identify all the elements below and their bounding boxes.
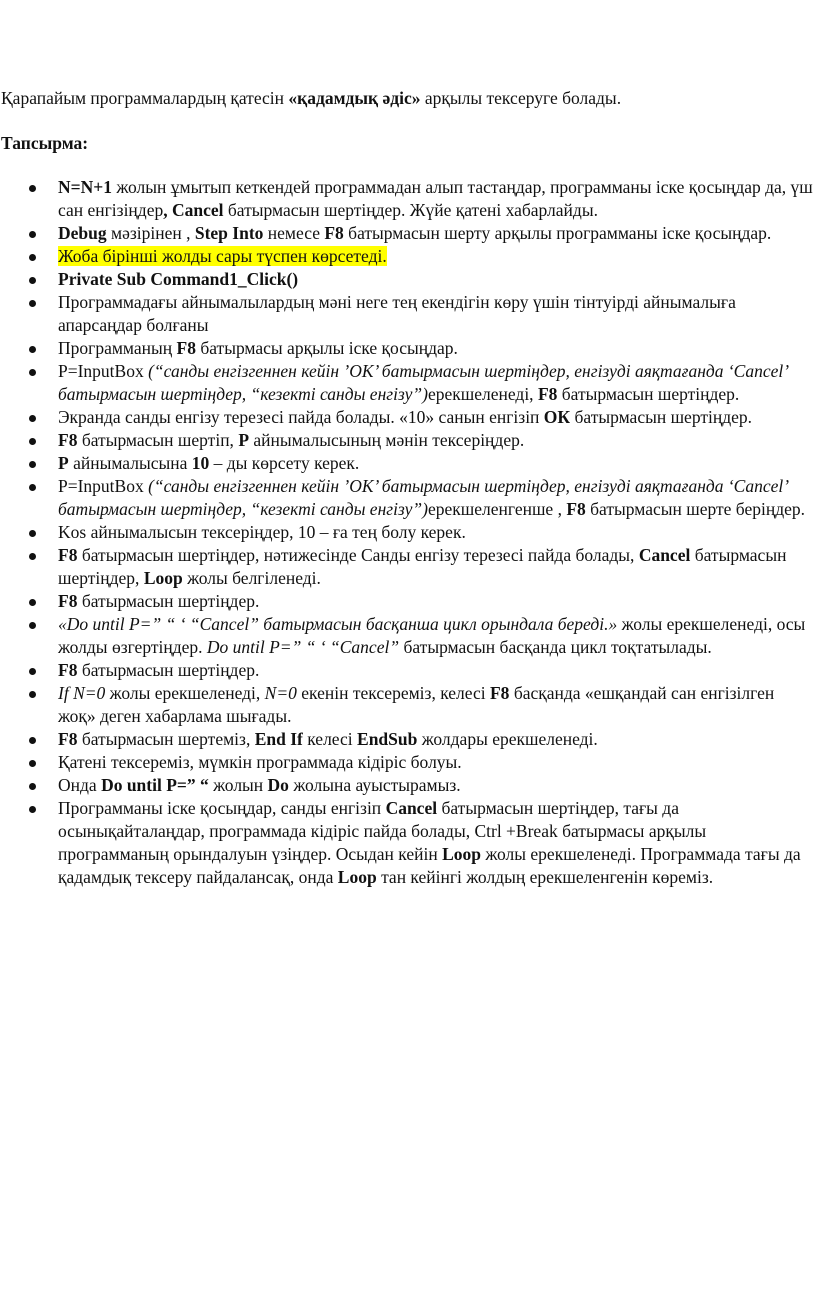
bullet-icon <box>29 369 36 376</box>
list-item <box>0 406 816 429</box>
bold-text: ОК <box>543 407 571 427</box>
bold-text: F8 <box>566 499 586 519</box>
text-span: екенін тексереміз, келесі <box>296 683 490 703</box>
list-item <box>0 659 816 682</box>
list-item <box>0 360 816 406</box>
bullet-icon <box>29 622 36 629</box>
text-span: батырмасын шертіңдер, нәтижесінде Санды енгізу терезесі пайда болады, <box>77 545 639 565</box>
text-span: айнымалысына <box>68 453 192 473</box>
bold-text: Do until P=” “ <box>101 775 209 795</box>
bullet-icon <box>29 553 36 560</box>
text-span: ерекшеленеді, <box>427 384 538 404</box>
bold-text: Loop <box>143 568 183 588</box>
bullet-icon <box>29 691 36 698</box>
bold-text: Private Sub Command1_Click() <box>58 269 299 289</box>
bold-text: F8 <box>58 545 78 565</box>
text-span: ерекшеленгенше , <box>427 499 567 519</box>
highlighted-text: Жоба бірінші жолды сары түспен көрсетеді. <box>58 246 387 266</box>
text-span: батырмасын шерту арқылы программаны іске қосыңдар. <box>343 223 772 243</box>
bullet-icon <box>29 231 36 238</box>
text-span: батырмасын шертіңдер, тағы да осынықайталаңдар, программада кідіріс пайда болады, Ctrl +Break батырмасы арқылы программаның орындалуын үзіңдер. Осыдан кейін <box>58 798 707 864</box>
list-item <box>0 475 816 521</box>
bold-text: F8 <box>58 591 78 611</box>
text-span: батырмасын шертіңдер. <box>77 660 260 680</box>
bullet-icon <box>29 806 36 813</box>
bold-text: Cancel <box>638 545 691 565</box>
text-span: Программаның <box>58 338 177 358</box>
list-item <box>0 613 816 659</box>
bold-text: 10 <box>191 453 210 473</box>
intro-paragraph <box>1 86 621 110</box>
text-span: батырмасын шерте беріңдер. <box>585 499 806 519</box>
bold-text: , Cancel <box>163 200 224 220</box>
italic-text: N=0 <box>264 683 297 703</box>
text-span: жолы ерекшеленеді. Программада тағы да қадамдық тексеру пайдалансақ, онда <box>58 844 801 887</box>
list-item <box>0 245 816 268</box>
italic-text: (“санды енгізгеннен кейін ’ОК’ батырмасын шертіңдер, енгізуді аяқтағанда ‘Cancel’ батырмасын шертіңдер, “кезекті санды енгізу”) <box>58 476 788 519</box>
list-item <box>0 452 816 475</box>
bullet-icon <box>29 346 36 353</box>
text-span: жолдары ерекшеленеді. <box>417 729 598 749</box>
text-span: арқылы тексеруге болады. <box>420 88 622 108</box>
list-item <box>0 682 816 728</box>
text-span: жолы ерекшеленеді, <box>105 683 265 703</box>
list-item <box>0 774 816 797</box>
bold-text: EndSub <box>357 729 418 749</box>
bullet-icon <box>29 484 36 491</box>
text-span: Экранда санды енгізу терезесі пайда болады. «10» санын енгізіп <box>58 407 544 427</box>
italic-text: «Do until P=” “ ‘ “Cancel” батырмасын басқанша цикл орындала береді.» <box>58 614 618 634</box>
text-span: Қарапайым программалардың қатесін <box>1 88 289 108</box>
bold-text: Loop <box>442 844 481 864</box>
italic-text: Do until P=” “ ‘ “Cancel” <box>206 637 400 657</box>
text-span: Қатені тексереміз, мүмкін программада кідіріс болуы. <box>58 752 462 772</box>
task-list <box>0 176 816 889</box>
text-span: батырмасын шертіңдер, <box>58 545 787 588</box>
bullet-icon <box>29 254 36 261</box>
bold-text: F8 <box>489 683 510 703</box>
text-span: P=InputBox <box>58 361 149 381</box>
list-item <box>0 429 816 452</box>
bold-text: F8 <box>537 384 558 404</box>
text-span: Kos айнымалысын тексеріңдер, 10 – ға тең болу керек. <box>58 522 466 542</box>
list-item <box>0 268 816 291</box>
list-item <box>0 590 816 613</box>
bold-text: Loop <box>337 867 377 887</box>
text-span: жолын ұмытып кеткендей программадан алып тастаңдар, программаны іске қосыңдар да, үш сан енгізіңдер <box>58 177 813 220</box>
bullet-icon <box>29 737 36 744</box>
text-span: тан кейінгі жолдың ерекшеленгенін көреміз. <box>376 867 714 887</box>
list-item <box>0 544 816 590</box>
text-span: Онда <box>58 775 102 795</box>
bold-text: F8 <box>58 660 78 680</box>
text-span: айнымалысының мәнін тексеріңдер. <box>249 430 525 450</box>
list-item <box>0 337 816 360</box>
bullet-icon <box>29 530 36 537</box>
text-span: жолы ерекшеленеді, осы жолды өзгертіңдер. <box>58 614 806 657</box>
bold-text: Р <box>238 430 250 450</box>
list-item <box>0 797 816 889</box>
bullet-icon <box>29 438 36 445</box>
text-span: келесі <box>302 729 358 749</box>
text-span: жолын <box>208 775 268 795</box>
list-item <box>0 751 816 774</box>
text-span: батырмасын шертіңдер. <box>570 407 753 427</box>
bold-text: End If <box>254 729 303 749</box>
bold-text: «қадамдық әдіс» <box>288 88 421 108</box>
bold-text: F8 <box>58 430 78 450</box>
text-span: мәзірінен , <box>106 223 195 243</box>
text-span: батырмасын шертіңдер. Жүйе қатені хабарлайды. <box>223 200 598 220</box>
bold-text: Р <box>58 453 69 473</box>
bold-text: Step Into <box>194 223 264 243</box>
bold-text: N=N+1 <box>58 177 112 197</box>
list-item <box>0 521 816 544</box>
bold-text: F8 <box>176 338 196 358</box>
text-span: батырмасын шертіңдер. <box>557 384 740 404</box>
bullet-icon <box>29 300 36 307</box>
bullet-icon <box>29 415 36 422</box>
text-span: батырмасын шертіп, <box>77 430 239 450</box>
list-item <box>0 176 816 222</box>
bullet-icon <box>29 599 36 606</box>
text-span: батырмасын шертеміз, <box>77 729 255 749</box>
bold-text: F8 <box>58 729 78 749</box>
bold-text: Do <box>267 775 289 795</box>
bullet-icon <box>29 760 36 767</box>
italic-text: If N=0 <box>58 683 106 703</box>
text-span: Программаны іске қосыңдар, санды енгізіп <box>58 798 386 818</box>
list-item <box>0 222 816 245</box>
list-item <box>0 728 816 751</box>
bullet-icon <box>29 185 36 192</box>
text-span: Программадағы айнымалылардың мәні неге тең екендігін көру үшін тінтуірді айнымалыға апарсаңдар болғаны <box>58 292 736 335</box>
text-span: батырмасын шертіңдер. <box>77 591 260 611</box>
bullet-icon <box>29 783 36 790</box>
bold-text: Debug <box>58 223 107 243</box>
task-heading: Тапсырма: <box>1 133 89 153</box>
list-item <box>0 291 816 337</box>
bullet-icon <box>29 668 36 675</box>
text-span: жолы белгіленеді. <box>182 568 321 588</box>
text-span: батырмасы арқылы іске қосыңдар. <box>195 338 458 358</box>
bold-text: F8 <box>324 223 344 243</box>
bullet-icon <box>29 461 36 468</box>
bold-text: Cancel <box>385 798 438 818</box>
bullet-icon <box>29 277 36 284</box>
text-span: басқанда «ешқандай сан енгізілген жоқ» деген хабарлама шығады. <box>58 683 775 726</box>
text-span: батырмасын басқанда цикл тоқтатылады. <box>399 637 712 657</box>
text-span: – ды көрсету керек. <box>209 453 360 473</box>
italic-text: (“санды енгізгеннен кейін ’ОК’ батырмасын шертіңдер, енгізуді аяқтағанда ‘Cancel’ батырмасын шертіңдер, “кезекті санды енгізу”) <box>58 361 788 404</box>
text-span: жолына ауыстырамыз. <box>288 775 461 795</box>
text-span: немесе <box>263 223 325 243</box>
text-span: P=InputBox <box>58 476 149 496</box>
